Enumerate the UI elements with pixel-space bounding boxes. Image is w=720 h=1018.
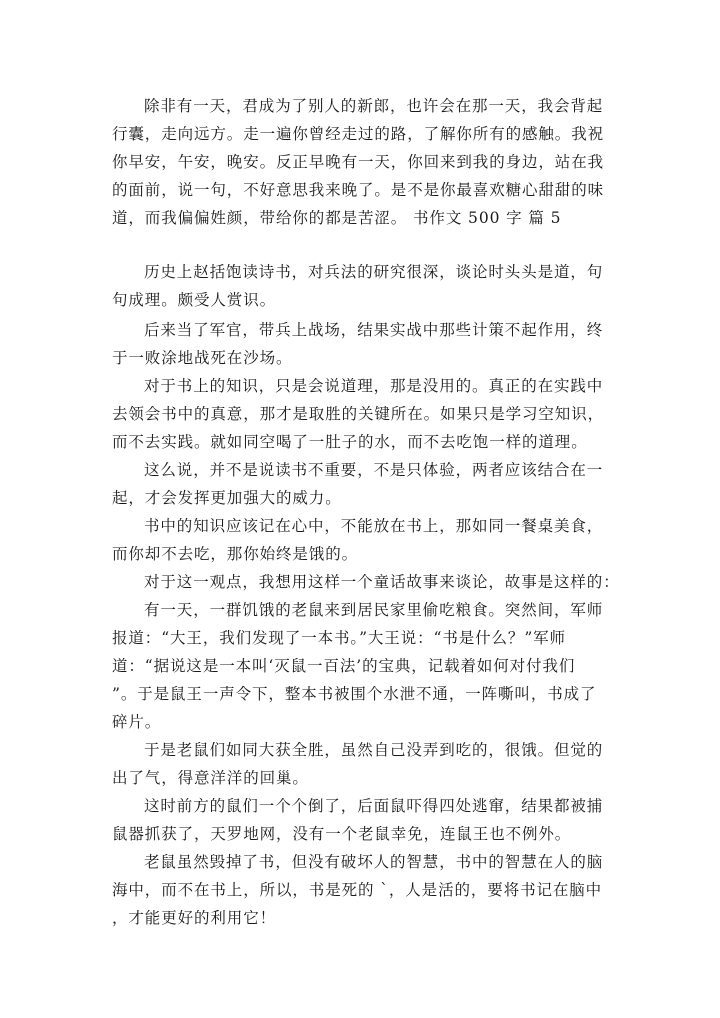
text-line: 鼠器抓获了，天罗地网，没有一个老鼠幸免，连鼠王也不例外。: [112, 825, 572, 843]
text-line: 道，而我偏偏姓颜，带给你的都是苦涩。 书作文 500 字 篇 5: [112, 209, 562, 227]
text-line: 这么说，并不是说读书不重要，不是只体验，两者应该结合在一: [144, 461, 604, 479]
text-line: 对于书上的知识，只是会说道理，那是没用的。真正的在实践中: [144, 377, 604, 395]
text-line: 对于这一观点，我想用这样一个童话故事来谈论，故事是这样的：: [144, 573, 620, 591]
text-line: ”。于是鼠王一声令下，整本书被围个水泄不通，一阵嘶叫，书成了: [112, 685, 597, 703]
text-line: 起，才会发挥更加强大的威力。: [112, 489, 342, 507]
text-line: 历史上赵括饱读诗书，对兵法的研究很深，谈论时头头是道，句: [144, 263, 604, 281]
text-line: 句成理。颇受人赏识。: [112, 291, 277, 309]
text-line: 老鼠虽然毁掉了书，但没有破坏人的智慧，书中的智慧在人的脑: [144, 853, 604, 871]
text-line: ，才能更好的利用它！: [112, 909, 277, 927]
text-line: 出了气，得意洋洋的回巢。: [112, 769, 309, 787]
text-line: 报道：“大王，我们发现了一本书。”大王说：“书是什么？”军师: [112, 629, 566, 647]
text-line: 有一天，一群饥饿的老鼠来到居民家里偷吃粮食。突然间，军师: [144, 601, 604, 619]
text-line: 的面前，说一句，不好意思我来晚了。是不是你最喜欢糖心甜甜的味: [112, 181, 605, 199]
text-line: 而你却不去吃，那你始终是饿的。: [112, 545, 359, 563]
text-line: 于是老鼠们如同大获全胜，虽然自己没弄到吃的，很饿。但觉的: [144, 741, 604, 759]
text-line: 海中，而不在书上，所以，书是死的 `，人是活的，要将书记在脑中: [112, 881, 603, 899]
text-line: 后来当了军官，带兵上战场，结果实战中那些计策不起作用，终: [144, 321, 604, 339]
text-line: 而不去实践。就如同空喝了一肚子的水，而不去吃饱一样的道理。: [112, 433, 588, 451]
text-line: 行囊，走向远方。走一遍你曾经走过的路，了解你所有的感触。我祝: [112, 125, 605, 143]
text-line: 于一败涂地战死在沙场。: [112, 349, 293, 367]
text-line: 除非有一天，君成为了别人的新郎，也许会在那一天，我会背起: [144, 97, 604, 115]
text-line: 书中的知识应该记在心中，不能放在书上，那如同一餐桌美食，: [144, 517, 604, 535]
text-line: 道：“据说这是一本叫‘灭鼠一百法’的宝典，记载着如何对付我们: [112, 657, 576, 675]
text-line: 去领会书中的真意，那才是取胜的关键所在。如果只是学习空知识，: [112, 405, 605, 423]
text-line: 这时前方的鼠们一个个倒了，后面鼠吓得四处逃窜，结果都被捕: [144, 797, 604, 815]
text-line: 碎片。: [112, 713, 162, 731]
text-line: 你早安，午安，晚安。反正早晚有一天，你回来到我的身边，站在我: [112, 153, 605, 171]
